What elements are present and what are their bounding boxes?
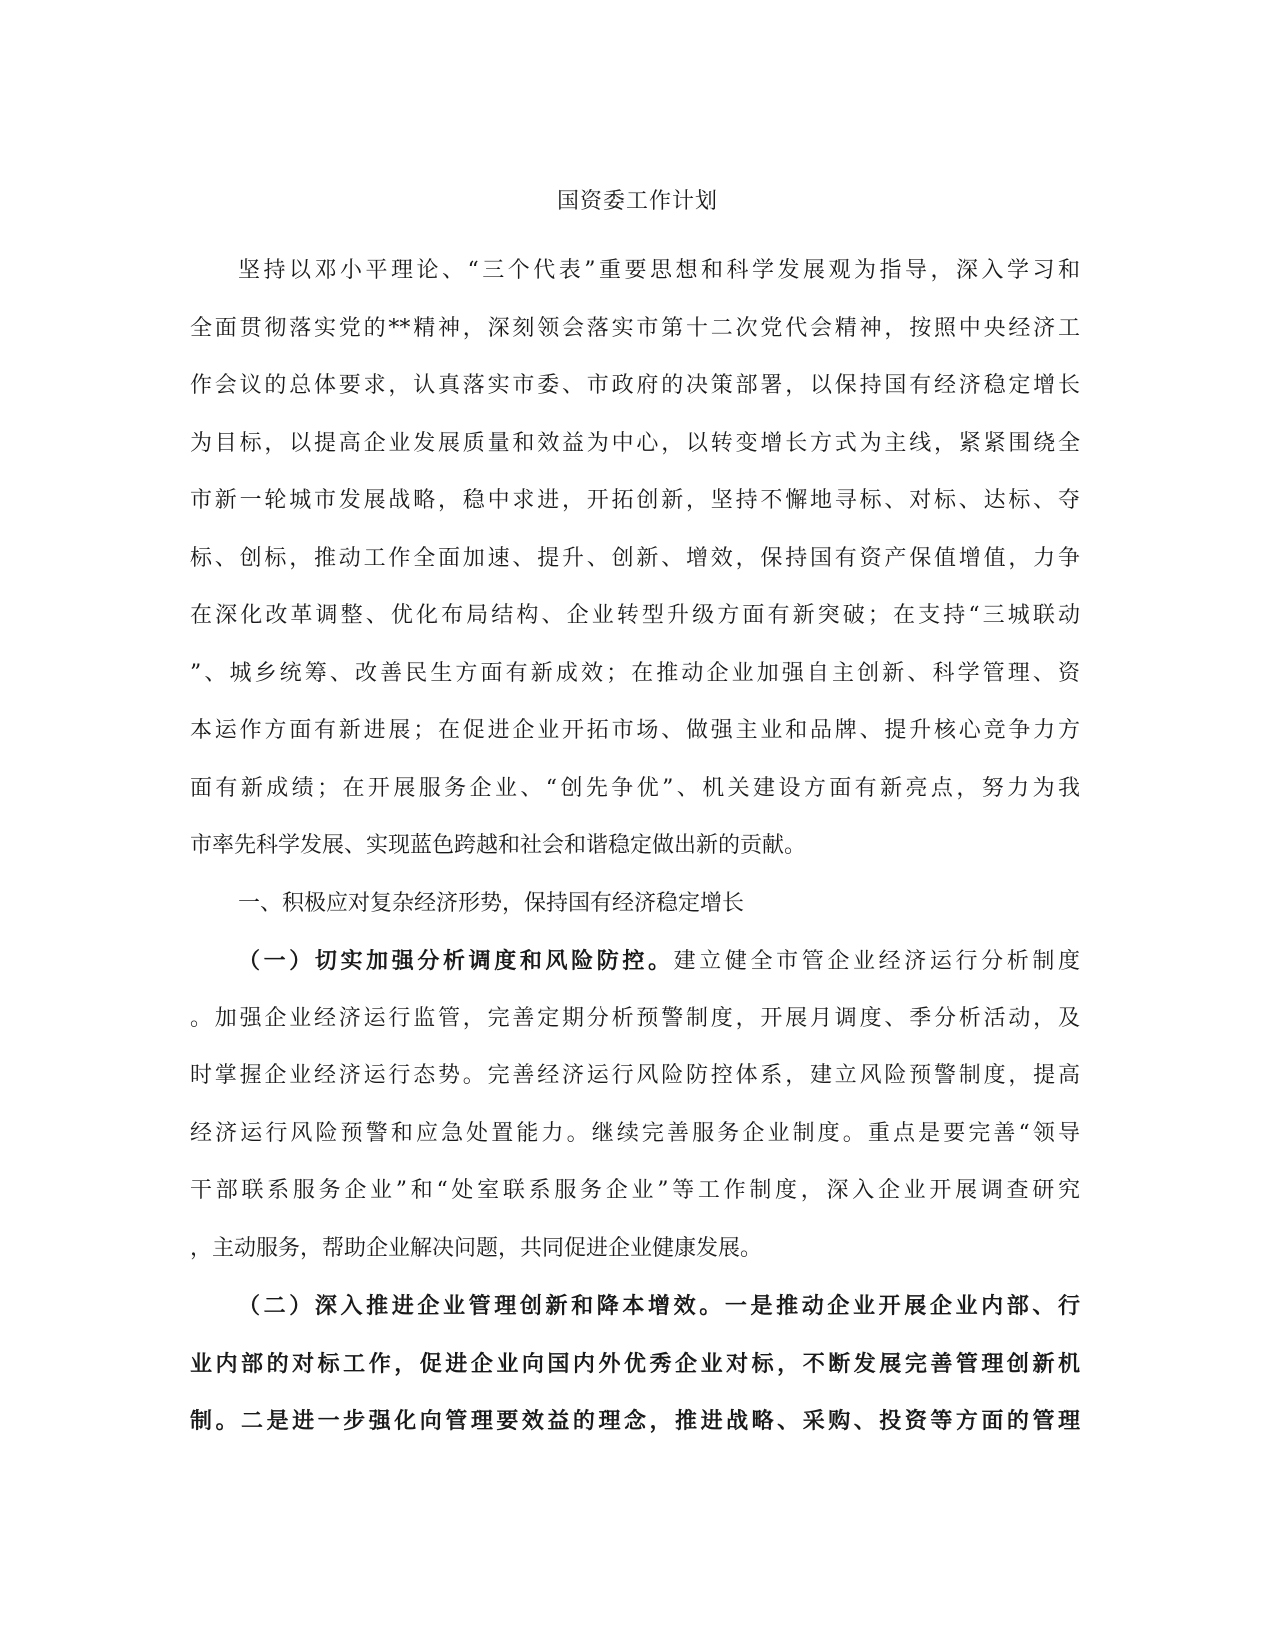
intro-line: 面有新成绩；在开展服务企业、“创先争优”、机关建设方面有新亮点，努力为我 bbox=[190, 776, 1080, 801]
document-title: 国资委工作计划 bbox=[556, 189, 718, 214]
intro-line: 坚持以邓小平理论、“三个代表”重要思想和科学发展观为指导，深入学习和 bbox=[238, 258, 1080, 283]
intro-line: 本运作方面有新进展；在促进企业开拓市场、做强主业和品牌、提升核心竞争力方 bbox=[190, 718, 1080, 743]
subsection-line: 时掌握企业经济运行态势。完善经济运行风险防控体系，建立风险预警制度，提高 bbox=[190, 1063, 1080, 1088]
subsection-line: 经济运行风险预警和应急处置能力。继续完善服务企业制度。重点是要完善“领导 bbox=[190, 1121, 1080, 1146]
subsection-line: 业内部的对标工作，促进企业向国内外优秀企业对标，不断发展完善管理创新机 bbox=[190, 1351, 1080, 1377]
intro-line: 市新一轮城市发展战略，稳中求进，开拓创新，坚持不懈地寻标、对标、达标、夺 bbox=[190, 488, 1080, 513]
subsection-line: 。加强企业经济运行监管，完善定期分析预警制度，开展月调度、季分析活动，及 bbox=[190, 1006, 1080, 1031]
subsection-first-line bbox=[238, 946, 1080, 977]
subsection-text: 一是推动企业开展企业内部、行 bbox=[724, 1293, 1080, 1319]
section-heading: 一、积极应对复杂经济形势，保持国有经济稳定增长 bbox=[238, 891, 745, 916]
subsection-line: 干部联系服务企业”和“处室联系服务企业”等工作制度，深入企业开展调查研究 bbox=[190, 1178, 1080, 1203]
intro-line: 全面贯彻落实党的**精神，深刻领会落实市第十二次党代会精神，按照中央经济工 bbox=[190, 316, 1080, 341]
subsection-first-line bbox=[238, 1291, 1080, 1321]
intro-line: 标、创标，推动工作全面加速、提升、创新、增效，保持国有资产保值增值，力争 bbox=[190, 546, 1080, 571]
intro-line: ”、城乡统筹、改善民生方面有新成效；在推动企业加强自主创新、科学管理、资 bbox=[190, 661, 1080, 686]
subsection-text: 建立健全市管企业经济运行分析制度 bbox=[673, 949, 1080, 974]
subsection-heading: （二）深入推进企业管理创新和降本增效。 bbox=[238, 1293, 725, 1319]
intro-line: 为目标，以提高企业发展质量和效益为中心，以转变增长方式为主线，紧紧围绕全 bbox=[190, 431, 1080, 456]
intro-line: 在深化改革调整、优化布局结构、企业转型升级方面有新突破；在支持“三城联动 bbox=[190, 603, 1080, 628]
subsection-line: 制。二是进一步强化向管理要效益的理念，推进战略、采购、投资等方面的管理 bbox=[190, 1408, 1080, 1434]
subsection-line: ，主动服务，帮助企业解决问题，共同促进企业健康发展。 bbox=[190, 1236, 763, 1261]
subsection-heading: （一）切实加强分析调度和风险防控。 bbox=[238, 948, 674, 974]
intro-line: 作会议的总体要求，认真落实市委、市政府的决策部署，以保持国有经济稳定增长 bbox=[190, 373, 1080, 398]
intro-line: 市率先科学发展、实现蓝色跨越和社会和谐稳定做出新的贡献。 bbox=[190, 833, 807, 858]
